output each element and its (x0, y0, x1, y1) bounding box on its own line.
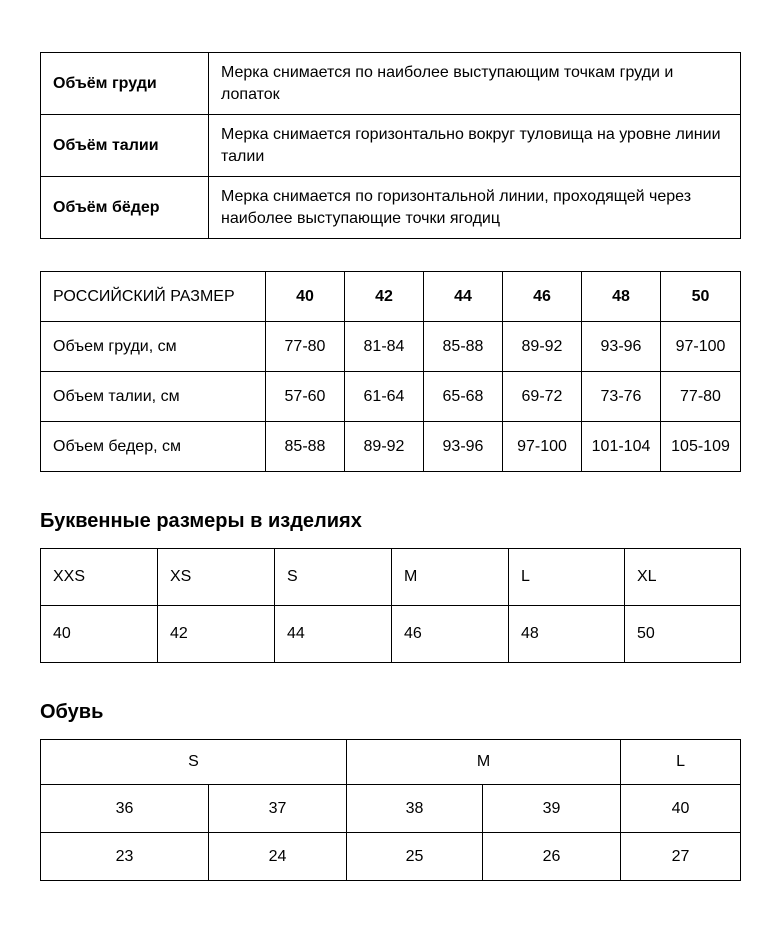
table-header-row (41, 740, 741, 785)
measurements-table (40, 52, 741, 239)
size-value-cell: 77-80 (266, 322, 345, 372)
size-header-cell: 42 (345, 272, 424, 322)
number-size-cell: 50 (625, 606, 741, 663)
measurement-row-label: Объем груди, см (41, 322, 266, 372)
russian-sizes-table (40, 271, 741, 472)
shoe-size-cell: 26 (483, 833, 621, 881)
shoe-size-cell: 25 (347, 833, 483, 881)
table-header-row (41, 272, 741, 322)
table-row (41, 322, 741, 372)
shoe-size-cell: 24 (209, 833, 347, 881)
size-header-cell: 50 (661, 272, 741, 322)
size-value-cell: 61-64 (345, 372, 424, 422)
size-value-cell: 85-88 (266, 422, 345, 472)
size-value-cell: 97-100 (503, 422, 582, 472)
size-header-cell: 46 (503, 272, 582, 322)
shoe-size-cell: 27 (621, 833, 741, 881)
letter-size-cell: XXS (41, 549, 158, 606)
shoe-group-cell: M (347, 740, 621, 785)
size-value-cell: 73-76 (582, 372, 661, 422)
shoe-size-cell: 37 (209, 785, 347, 833)
measurement-description: Мерка снимается по наиболее выступающим точкам груди и лопаток (209, 53, 741, 115)
measurement-description: Мерка снимается по горизонтальной линии, проходящей через наиболее выступающие точки ягодиц (209, 177, 741, 239)
size-header-cell: 40 (266, 272, 345, 322)
shoe-group-cell: S (41, 740, 347, 785)
size-value-cell: 93-96 (582, 322, 661, 372)
measurement-name: Объём бёдер (41, 177, 209, 239)
table-row (41, 53, 741, 115)
measurement-description: Мерка снимается горизонтально вокруг туловища на уровне линии талии (209, 115, 741, 177)
measurement-name: Объём груди (41, 53, 209, 115)
size-value-cell: 105-109 (661, 422, 741, 472)
size-value-cell: 69-72 (503, 372, 582, 422)
shoes-table (40, 739, 741, 881)
shoe-size-cell: 40 (621, 785, 741, 833)
size-value-cell: 93-96 (424, 422, 503, 472)
size-header-cell: 48 (582, 272, 661, 322)
shoes-heading: Обувь (40, 701, 104, 723)
number-size-cell: 46 (392, 606, 509, 663)
size-value-cell: 101-104 (582, 422, 661, 472)
letter-sizes-table (40, 548, 741, 663)
shoe-size-cell: 38 (347, 785, 483, 833)
shoe-group-cell: L (621, 740, 741, 785)
size-header-cell: 44 (424, 272, 503, 322)
letter-size-cell: M (392, 549, 509, 606)
size-value-cell: 65-68 (424, 372, 503, 422)
size-value-cell: 85-88 (424, 322, 503, 372)
number-size-cell: 44 (275, 606, 392, 663)
table-row (41, 606, 741, 663)
letter-size-cell: L (509, 549, 625, 606)
size-value-cell: 89-92 (345, 422, 424, 472)
number-size-cell: 40 (41, 606, 158, 663)
table-row (41, 372, 741, 422)
size-value-cell: 97-100 (661, 322, 741, 372)
size-value-cell: 57-60 (266, 372, 345, 422)
table-row (41, 115, 741, 177)
table-row (41, 177, 741, 239)
letter-size-cell: XL (625, 549, 741, 606)
letter-size-cell: XS (158, 549, 275, 606)
shoe-size-cell: 36 (41, 785, 209, 833)
number-size-cell: 42 (158, 606, 275, 663)
russian-size-header-label: РОССИЙСКИЙ РАЗМЕР (41, 272, 266, 322)
measurement-name: Объём талии (41, 115, 209, 177)
size-value-cell: 89-92 (503, 322, 582, 372)
table-row (41, 422, 741, 472)
size-value-cell: 81-84 (345, 322, 424, 372)
letter-size-cell: S (275, 549, 392, 606)
letter-sizes-heading: Буквенные размеры в изделиях (40, 510, 362, 532)
size-value-cell: 77-80 (661, 372, 741, 422)
table-row (41, 833, 741, 881)
measurement-row-label: Объем бедер, см (41, 422, 266, 472)
shoe-size-cell: 39 (483, 785, 621, 833)
shoe-size-cell: 23 (41, 833, 209, 881)
measurement-row-label: Объем талии, см (41, 372, 266, 422)
number-size-cell: 48 (509, 606, 625, 663)
table-row (41, 785, 741, 833)
table-row (41, 549, 741, 606)
